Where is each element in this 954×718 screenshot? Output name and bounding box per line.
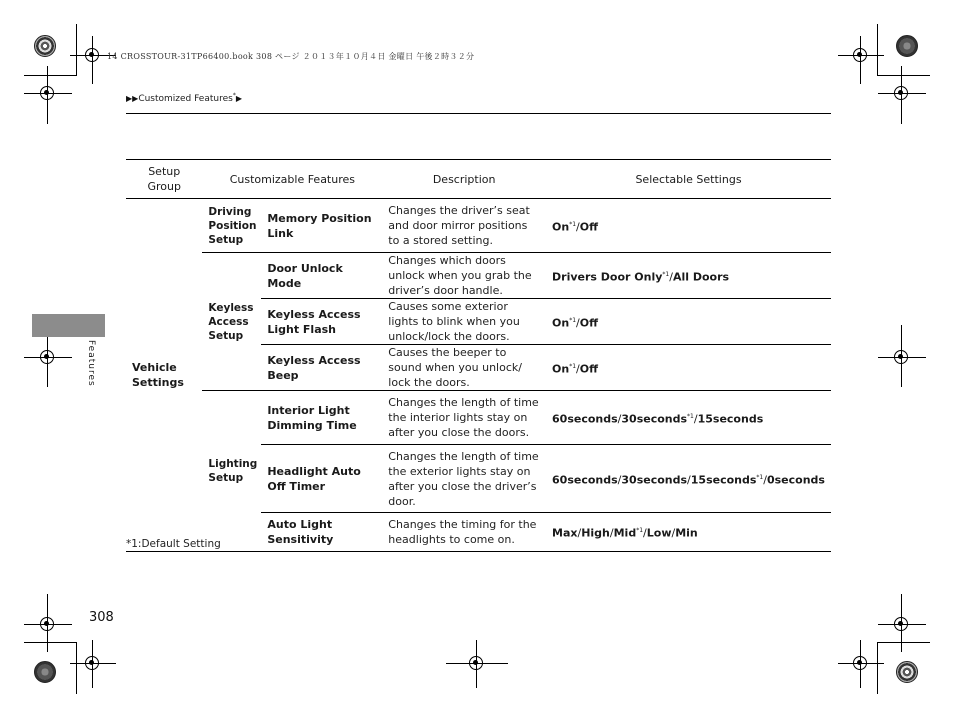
header-setup-group: Setup Group [126,160,202,199]
breadcrumb[interactable] [126,92,242,104]
registration-mark-icon [85,48,99,62]
registration-mark-icon [40,617,54,631]
feature-settings [546,513,831,552]
setting-option: Mid [613,526,637,540]
registration-mark-icon [85,656,99,670]
setting-separator: / [669,270,673,284]
setting-option: 60seconds [552,473,618,487]
subgroup-driving-position-setup: Driving Position Setup [202,199,261,253]
footnote-default-setting: *1:Default Setting [126,538,221,550]
registration-mark-icon [853,656,867,670]
setting-option: On [552,220,570,234]
table-row [126,253,831,299]
setting-separator: / [609,526,614,540]
table-header-row [126,160,831,199]
section-tab [32,314,105,337]
setting-option: Off [579,362,599,376]
feature-settings [546,445,831,513]
registration-mark-icon [894,86,908,100]
feature-settings [546,345,831,391]
default-marker: *1 [687,412,694,420]
group-vehicle-settings: Vehicle Settings [126,199,202,552]
setting-separator: / [577,526,582,540]
registration-mark-icon [853,48,867,62]
table-row [126,391,831,445]
page-number: 308 [89,610,114,625]
default-marker: *1 [569,220,577,228]
feature-name: Keyless Access Beep [261,345,382,391]
default-marker: *1 [636,527,644,535]
registration-mark-icon [894,350,908,364]
feature-name: Headlight Auto Off Timer [261,445,382,513]
breadcrumb-asterisk: * [232,92,236,99]
color-rosette-icon [34,35,56,57]
feature-description: Changes the length of time the interior lights stay on after you close the doors. [382,391,546,445]
default-marker: *1 [569,362,577,370]
setting-option: High [581,526,610,540]
header-description: Description [382,160,546,199]
setting-separator: / [643,526,647,540]
setting-separator: / [693,412,698,426]
feature-description: Changes the timing for the headlights to come on. [382,513,546,552]
setting-option: Off [579,316,599,330]
setting-separator: / [576,220,580,234]
customizable-features-table [126,159,831,552]
header-customizable-features: Customizable Features [202,160,382,199]
setting-option: Off [579,220,599,234]
color-rosette-icon [896,661,918,683]
setting-option: On [552,362,570,376]
default-marker: *1 [662,270,670,278]
setting-option: Drivers Door Only [552,270,663,284]
subgroup-keyless-access-setup: Keyless Access Setup [202,253,261,391]
section-tab-label: Features [86,340,96,387]
setting-separator: / [617,473,622,487]
setting-option: 15seconds [690,473,757,487]
table-row [126,199,831,253]
setting-option: Low [646,526,672,540]
setting-option: Max [552,526,578,540]
header-selectable-settings: Selectable Settings [546,160,831,199]
feature-description: Changes the driver’s seat and door mirror positions to a stored setting. [382,199,546,253]
triangle-right-icon: ▶ [235,94,242,103]
color-rosette-icon [34,661,56,683]
setting-option: 15seconds [697,412,764,426]
setting-option: On [552,316,570,330]
feature-description: Causes some exterior lights to blink when you unlock/lock the doors. [382,299,546,345]
subgroup-lighting-setup: Lighting Setup [202,391,261,552]
registration-mark-icon [40,86,54,100]
feature-settings [546,253,831,299]
feature-settings [546,299,831,345]
setting-option: All Doors [672,270,730,284]
setting-option: Min [675,526,698,540]
setting-separator: / [687,473,691,487]
breadcrumb-label: Customized Features [138,94,233,104]
setting-separator: / [671,526,676,540]
setting-separator: / [617,412,622,426]
setting-separator: / [576,316,580,330]
setting-option: 60seconds [552,412,618,426]
setting-separator: / [763,473,767,487]
default-marker: *1 [756,473,764,481]
default-marker: *1 [569,316,577,324]
feature-name: Auto Light Sensitivity [261,513,382,552]
feature-name: Memory Position Link [261,199,382,253]
feature-description: Changes the length of time the exterior lights stay on after you close the driver’s door. [382,445,546,513]
registration-mark-icon [894,617,908,631]
setting-separator: / [576,362,580,376]
feature-name: Keyless Access Light Flash [261,299,382,345]
color-rosette-icon [896,35,918,57]
setting-option: 30seconds [621,412,688,426]
registration-mark-icon [469,656,483,670]
setting-option: 30seconds [621,473,688,487]
double-triangle-right-icon: ▶▶ [126,94,139,103]
header-rule [126,113,831,114]
feature-description: Changes which doors unlock when you grab the driver’s door handle. [382,253,546,299]
feature-name: Door Unlock Mode [261,253,382,299]
print-metadata: 14 CROSSTOUR-31TP66400.book 308 ページ ２０１３年１０月４日 金曜日 午後２時３２分 [107,52,475,61]
feature-description: Causes the beeper to sound when you unlock/ lock the doors. [382,345,546,391]
feature-settings [546,391,831,445]
feature-name: Interior Light Dimming Time [261,391,382,445]
feature-settings [546,199,831,253]
setting-option: 0seconds [766,473,825,487]
registration-mark-icon [40,350,54,364]
